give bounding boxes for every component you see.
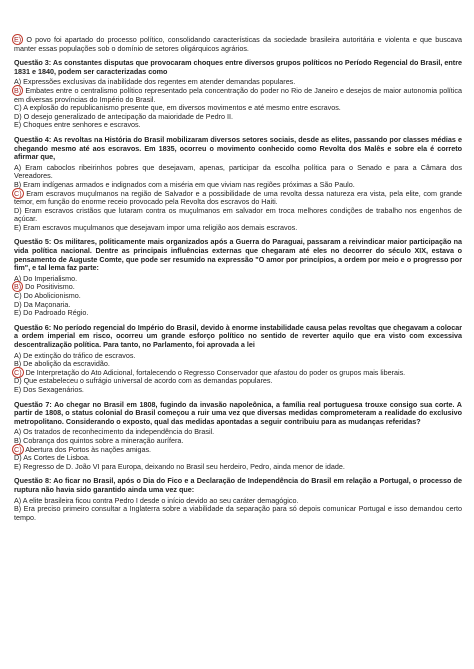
option-letter: A)	[14, 273, 22, 283]
option-letter: D)	[14, 453, 22, 463]
question-5	[14, 238, 462, 317]
option-b	[14, 283, 462, 292]
option-text: De abolição da escravidão.	[21, 359, 110, 369]
option-letter: D)	[14, 376, 22, 386]
option-text: De extinção do tráfico de escravos.	[21, 350, 136, 360]
option-text: Do Imperialismo.	[21, 273, 78, 283]
option-letter: E)	[14, 308, 22, 318]
question-title: Questão 3: As constantes disputas que provocaram choques entre diversos grupos políticos no Período Regencial do Brasil, entre 1831 e 1840, podem ser caracterizadas como	[14, 58, 462, 76]
option-letter: E)	[14, 35, 22, 44]
option-e	[14, 386, 462, 395]
question-3	[14, 59, 462, 130]
option-text: Do Abolicionismo.	[21, 291, 81, 301]
option-letter: D)	[14, 205, 22, 215]
option-text: Abertura dos Portos às nações amigas.	[23, 444, 152, 454]
question-title: Questão 6: No período regencial do Império do Brasil, devido à enorme instabilidade causa pelas revoltas que chegavam a colocar a ordem imperial em risco, ocorreu um grande esforço político no sentido de reverter aquilo que era visto com excessiva descentralização política. Para tanto, no Parlamento, foi aprovada a lei	[14, 322, 462, 349]
question-4	[14, 136, 462, 233]
option-letter: C)	[14, 367, 22, 377]
option-text: Eram escravos muçulmanos na região de Salvador e a possibilidade de uma revolta dessa natureza era vista, pela elite, com grande temor, em função do enorme receio provocado pela Revolta dos escravos do Haiti.	[14, 188, 462, 207]
option-e	[14, 224, 462, 233]
option-text: Os tratados de reconhecimento da independência do Brasil.	[21, 427, 215, 437]
option-text: Cobrança dos quintos sobre a mineração aurífera.	[21, 435, 184, 445]
option-text: De Interpretação do Ato Adicional, fortalecendo o Regresso Conservador que afastou do poder os grupos mais liberais.	[23, 367, 406, 377]
option-c	[14, 190, 462, 207]
option-e	[14, 309, 462, 318]
option-letter: E)	[14, 384, 22, 394]
options-list	[14, 275, 462, 318]
option-text: Embates entre o centralismo político representado pela concentração do poder no Rio de Janeiro e desejos de maior autonomia política em diversas províncias do Império do Brasil.	[14, 85, 462, 104]
option-letter: E)	[14, 120, 22, 130]
question-6	[14, 324, 462, 395]
options-list	[14, 428, 462, 471]
option-text: Era preciso primeiro consultar a Inglaterra sobre a viabilidade da separação para só depois comunicar Portugal e isso demandou certo tempo.	[14, 504, 462, 522]
question-8	[14, 477, 462, 522]
option-letter: A)	[14, 495, 22, 505]
option-text: Regresso de D. João VI para Europa, deixando no Brasil seu herdeiro, Pedro, ainda menor de idade.	[21, 461, 345, 471]
options-list	[14, 78, 462, 130]
option-text: Expressões exclusivas da inabilidade dos regentes em atender demandas populares.	[21, 77, 296, 87]
option-text: Que estabeleceu o sufrágio universal de acordo com as demandas populares.	[21, 376, 273, 386]
option-b	[14, 505, 462, 522]
options-list	[14, 497, 462, 523]
option-letter: D)	[14, 111, 22, 121]
option-text: Do Positivismo.	[23, 282, 75, 292]
option-a	[14, 275, 462, 284]
option-letter: B)	[14, 435, 22, 445]
option-letter: E)	[14, 222, 22, 232]
option-text: Da Maçonaria.	[21, 299, 71, 309]
option-letter: B)	[14, 504, 22, 514]
option-text: As Cortes de Lisboa.	[21, 453, 90, 463]
option-b	[14, 87, 462, 104]
option-d	[14, 207, 462, 224]
option-letter: C)	[14, 103, 22, 113]
option-letter: A)	[14, 162, 22, 172]
option-letter: C)	[14, 291, 22, 301]
options-list	[14, 352, 462, 395]
option-text: A elite brasileira ficou contra Pedro I desde o início devido ao seu caráter demagógico.	[21, 495, 299, 505]
option-letter: A)	[14, 350, 22, 360]
question-title: Questão 4: As revoltas na História do Brasil mobilizaram diversos setores sociais, desde as elites, passando por classes médias e chegando mesmo até aos escravos. Em 1835, ocorreu o movimento conhecido como Revolta dos Malês e sobre ela é correto afirmar que,	[14, 134, 462, 162]
options-list	[14, 164, 462, 233]
option-letter: B)	[14, 282, 22, 292]
option-letter: E)	[14, 461, 22, 471]
option-text: O povo foi apartado do processo político, consolidando características da sociedade brasileira autoritária e violenta e que buscava manter essas populações sob o domínio de setores oligárquicos agrários.	[14, 35, 462, 53]
option-c	[14, 292, 462, 301]
option-text: Eram indígenas armados e indignados com a miséria em que viviam nas regiões próximas a São Paulo.	[21, 179, 355, 189]
question-title: Questão 5: Os militares, politicamente mais organizados após a Guerra do Paraguai, passaram a reivindicar maior participação na vida política nacional. Dentre as principais influências externas que chegaram até eles no decorrer do século XIX, estava o pensamento de Auguste Comte, que pode ser resumido na expressão "O amor por princípios, a ordem por meio e o progresso por fim", e tal lema faz parte:	[14, 237, 462, 273]
option-text: Eram escravos muçulmanos que desejavam impor uma religião aos demais escravos.	[21, 222, 298, 232]
exam-sheet	[14, 36, 462, 522]
option-text: Do Padroado Régio.	[21, 308, 89, 318]
option-a	[14, 164, 462, 181]
intro-option	[14, 36, 462, 53]
option-e	[14, 463, 462, 472]
option-letter: A)	[14, 77, 22, 87]
option-letter: D)	[14, 299, 22, 309]
option-letter: B)	[14, 179, 22, 189]
option-letter: C)	[14, 444, 22, 454]
option-text: Eram caboclos ribeirinhos pobres que desejavam, apenas, participar da escolha política para o Senado e para a Câmara dos Vereadores.	[14, 162, 462, 181]
option-text: Eram escravos cristãos que lutaram contra os muçulmanos em salvador em troca melhores condições de trabalho nos engenhos de açúcar.	[14, 205, 462, 224]
option-e	[14, 121, 462, 130]
option-letter: B)	[14, 85, 22, 95]
question-7	[14, 401, 462, 472]
option-text: Choques entre senhores e escravos.	[21, 120, 141, 130]
option-letter: B)	[14, 359, 22, 369]
question-title: Questão 7: Ao chegar no Brasil em 1808, fugindo da invasão napoleônica, a família real portuguesa trouxe consigo sua corte. A partir de 1808, o status colonial do Brasil começou a ruir uma vez que diversas medidas comprometeram a realidade do exclusivo metropolitano. Considerando o exposto, qual das medidas apontadas a seguir contribuiu para as mudanças referidas?	[14, 399, 462, 426]
option-letter: C)	[14, 188, 22, 198]
option-text: A explosão do republicanismo presente que, em diversos movimentos e até mesmo entre escravos.	[21, 103, 341, 113]
option-text: Dos Sexagenários.	[21, 384, 84, 394]
option-letter: A)	[14, 427, 22, 437]
option-text: O desejo generalizado de antecipação da maioridade de Pedro II.	[21, 111, 233, 121]
question-title: Questão 8: Ao ficar no Brasil, após o Dia do Fico e a Declaração de Independência do Brasil em relação a Portugal, o processo de ruptura não havia sido garantido ainda uma vez que:	[14, 476, 462, 494]
